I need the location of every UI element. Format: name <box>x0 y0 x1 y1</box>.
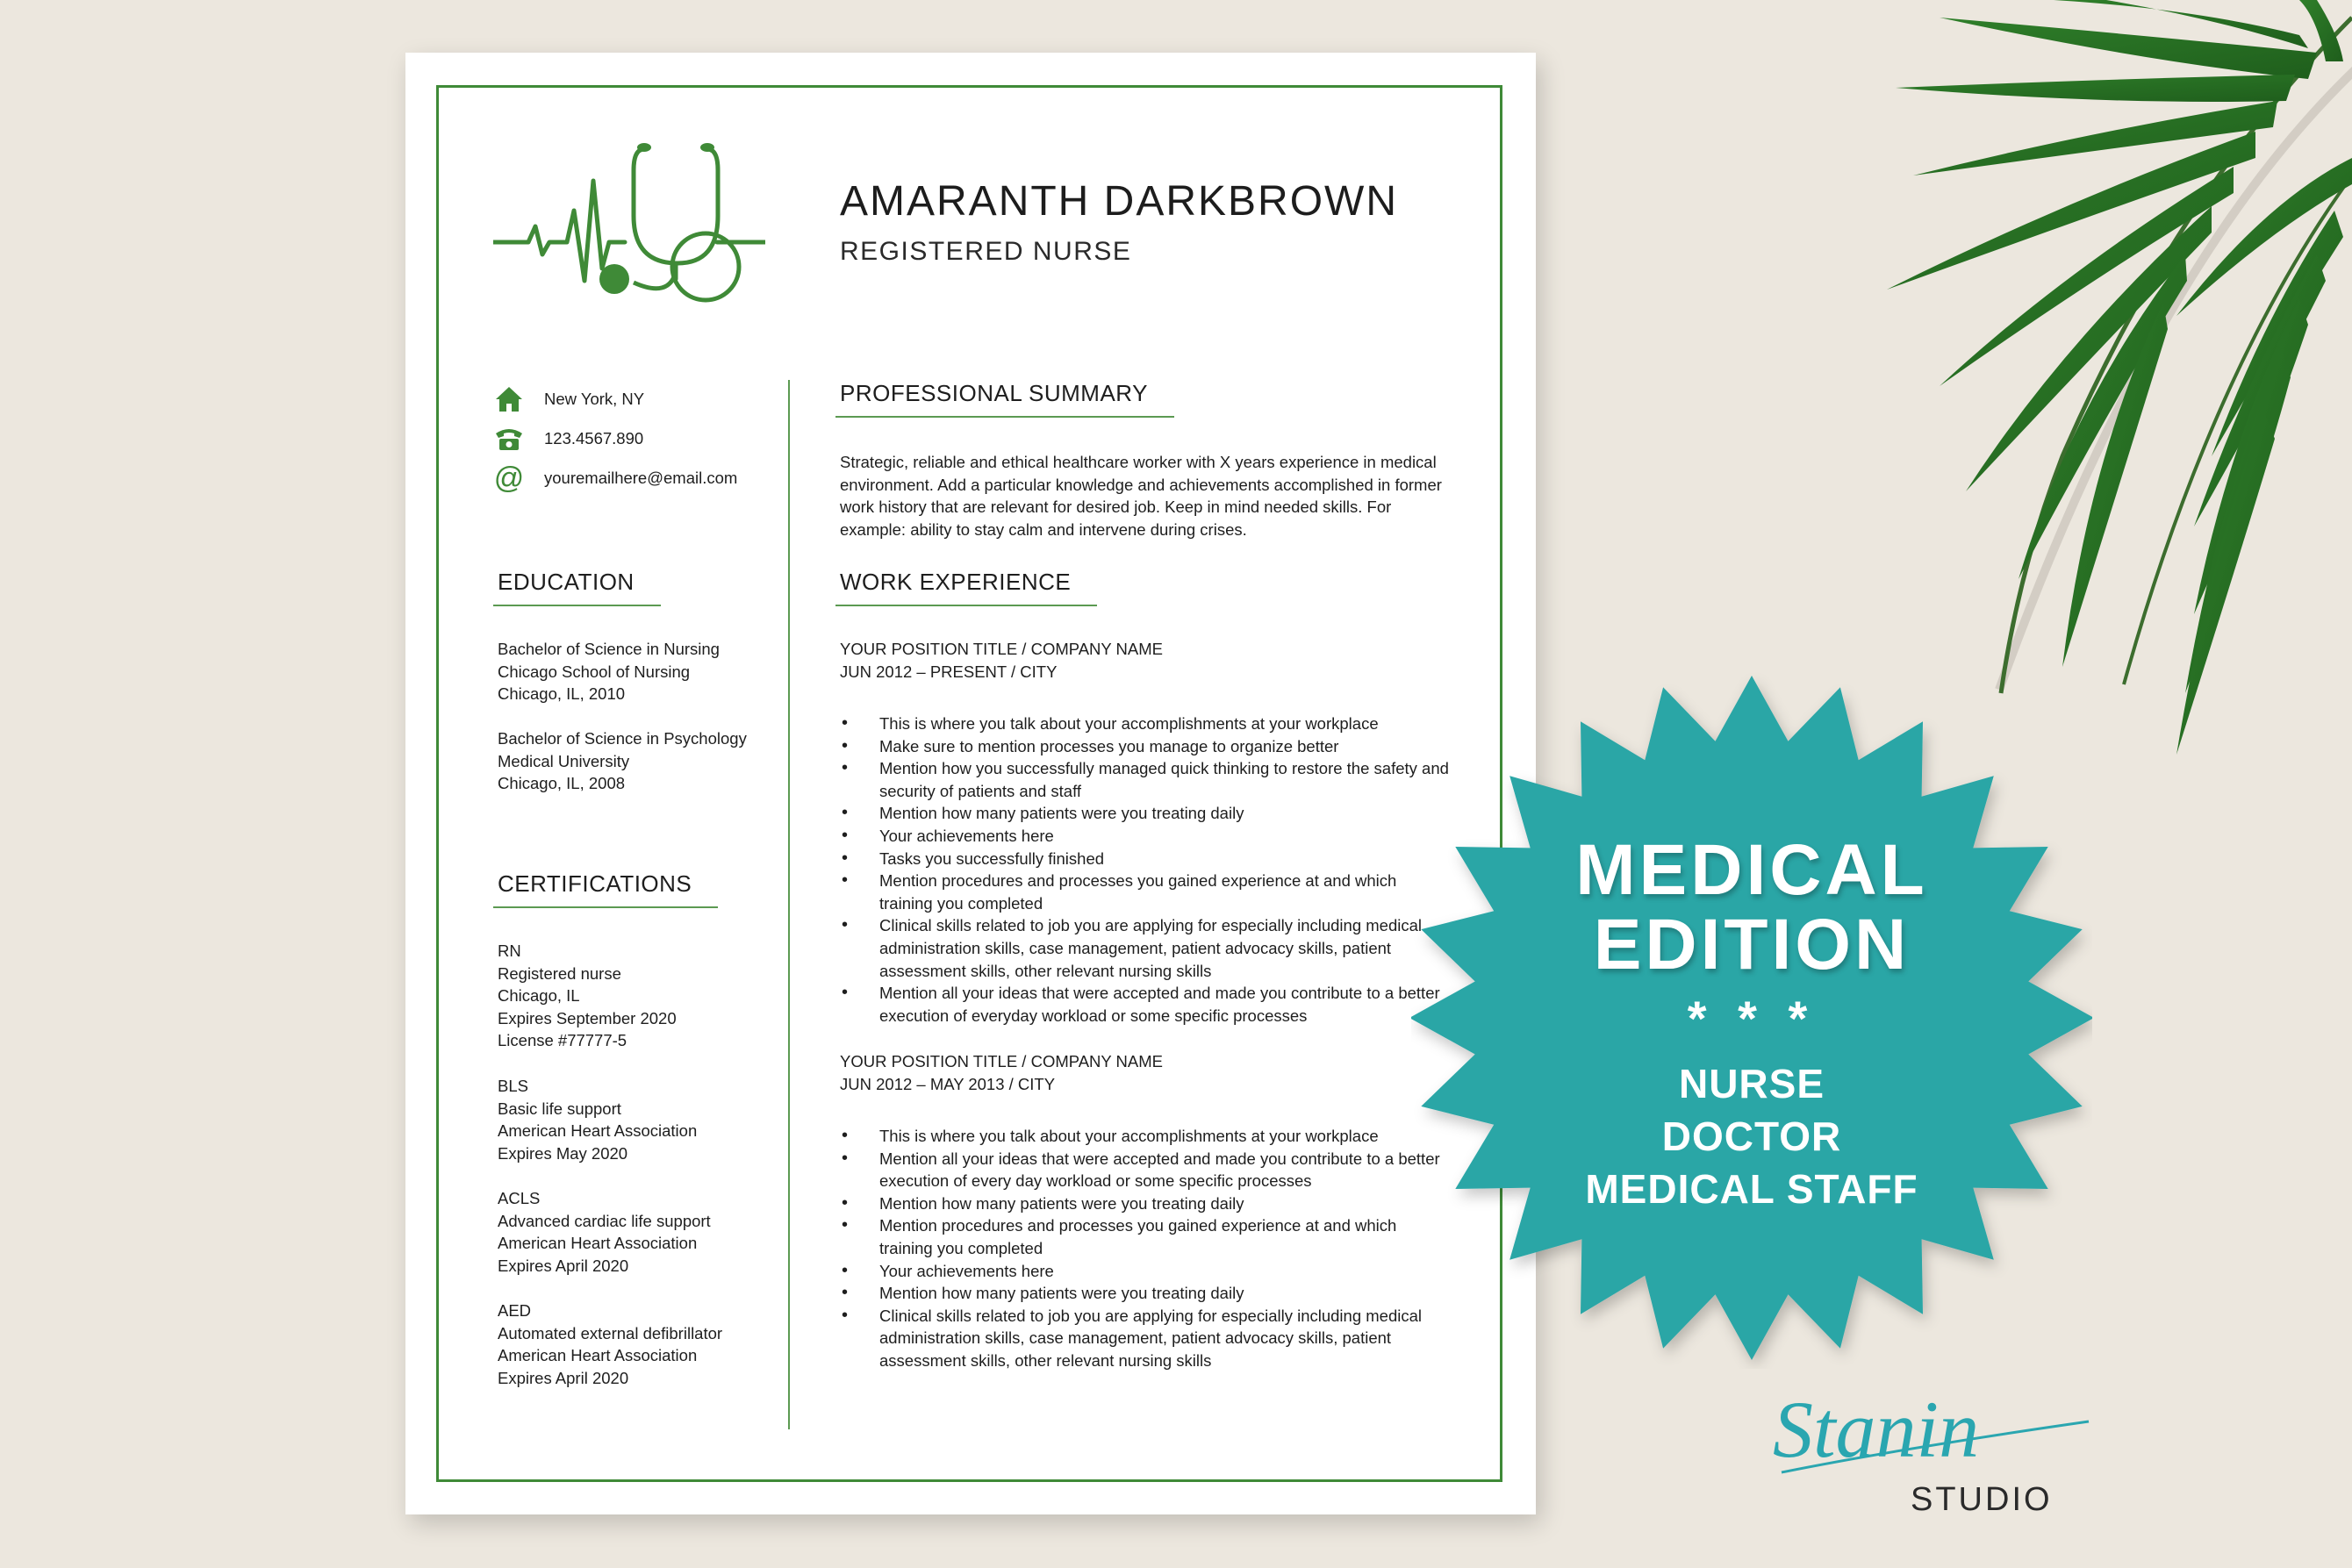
job-dates: JUN 2012 – MAY 2013 / CITY <box>840 1074 1056 1093</box>
contact-email <box>493 462 737 494</box>
resume-sheet <box>405 53 1536 1514</box>
list-item: • This is where you talk about your accomplishments at your workplace <box>840 712 1454 735</box>
job-position: YOUR POSITION TITLE / COMPANY NAME <box>840 640 1164 658</box>
list-item: • Your achievements here <box>840 1260 1454 1283</box>
certification-entry: RN Registered nurse Chicago, IL Expires September 2020 License #77777-5 <box>498 942 677 1050</box>
summary-heading: PROFESSIONAL SUMMARY <box>835 380 1174 418</box>
candidate-name: AMARANTH DARKBROWN <box>840 178 1399 225</box>
list-item: • Mention how many patients were you treating daily <box>840 802 1454 825</box>
at-sign-icon <box>493 462 525 494</box>
job-header <box>840 1050 1163 1095</box>
candidate-role: REGISTERED NURSE <box>840 237 1132 266</box>
telephone-icon <box>493 423 525 455</box>
education-heading: EDUCATION <box>493 569 661 606</box>
contact-phone <box>493 423 643 455</box>
badge-title-line2: EDITION <box>1593 905 1911 984</box>
list-item: • Clinical skills related to job you are applying for especially including medical administration skills, case management, patient advocacy skills, patient assessment skills, other relevant nursing skills <box>840 1305 1454 1372</box>
badge-audience-staff: MEDICAL STAFF <box>1585 1166 1918 1212</box>
badge-audience-nurse: NURSE <box>1678 1061 1825 1106</box>
home-icon <box>493 383 525 415</box>
list-item: • Your achievements here <box>840 825 1454 848</box>
certification-entry: ACLS Advanced cardiac life support American Heart Association Expires April 2020 <box>498 1189 711 1275</box>
education-entry: Bachelor of Science in Nursing Chicago School of Nursing Chicago, IL, 2010 <box>498 640 720 704</box>
list-item: • Clinical skills related to job you are applying for especially including medical administration skills, case management, patient advocacy skills, patient assessment skills, other relevant nursing skills <box>840 914 1454 982</box>
contact-location-text: New York, NY <box>544 390 645 408</box>
summary-text: Strategic, reliable and ethical healthcare worker with X years experience in medical environment. Add a particular knowledge and achievements accomplished in former work history that are relevant for desired job. Keep in mind needed skills. For example: ability to stay calm and intervene during crises. <box>840 453 1442 539</box>
svg-text:Stanin: Stanin <box>1773 1386 1980 1474</box>
svg-text:@: @ <box>493 462 525 494</box>
badge-title-line1: MEDICAL <box>1575 830 1928 910</box>
job-bullet-list <box>840 1125 1454 1372</box>
contact-email-text: youremailhere@email.com <box>544 469 738 487</box>
stanin-signature-logo <box>1764 1386 2097 1483</box>
job-dates: JUN 2012 – PRESENT / CITY <box>840 662 1058 681</box>
column-divider <box>788 380 790 1429</box>
certifications-heading: CERTIFICATIONS <box>493 870 718 908</box>
heartbeat-stethoscope-icon <box>493 132 765 316</box>
contact-phone-text: 123.4567.890 <box>544 429 644 447</box>
badge-audience-doctor: DOCTOR <box>1661 1113 1842 1159</box>
studio-label: STUDIO <box>1911 1481 2053 1518</box>
list-item: • Mention all your ideas that were accepted and made you contribute to a better execution of every day workload or some specific processes <box>840 1148 1454 1192</box>
list-item: • Mention procedures and processes you gained experience at and which training you completed <box>840 1214 1454 1259</box>
work-experience-heading: WORK EXPERIENCE <box>835 569 1097 606</box>
list-item: • Mention all your ideas that were accepted and made you contribute to a better execution of everyday workload or some specific processes <box>840 982 1454 1027</box>
job-position: YOUR POSITION TITLE / COMPANY NAME <box>840 1052 1164 1070</box>
list-item: • Tasks you successfully finished <box>840 848 1454 870</box>
list-item: • Mention how many patients were you treating daily <box>840 1192 1454 1215</box>
list-item: • Mention how you successfully managed quick thinking to restore the safety and security of patients and staff <box>840 757 1454 802</box>
contact-location <box>493 383 644 415</box>
badge-stars: * * * <box>1687 991 1817 1046</box>
certification-entry: AED Automated external defibrillator American Heart Association Expires April 2020 <box>498 1301 723 1387</box>
list-item: • This is where you talk about your accomplishments at your workplace <box>840 1125 1454 1148</box>
list-item: • Mention how many patients were you treating daily <box>840 1282 1454 1305</box>
certification-entry: BLS Basic life support American Heart Association Expires May 2020 <box>498 1077 698 1163</box>
job-header <box>840 638 1163 683</box>
list-item: • Mention procedures and processes you gained experience at and which training you completed <box>840 870 1454 914</box>
education-entry: Bachelor of Science in Psychology Medical University Chicago, IL, 2008 <box>498 729 747 793</box>
list-item: • Make sure to mention processes you manage to organize better <box>840 735 1454 758</box>
job-bullet-list <box>840 712 1454 1027</box>
